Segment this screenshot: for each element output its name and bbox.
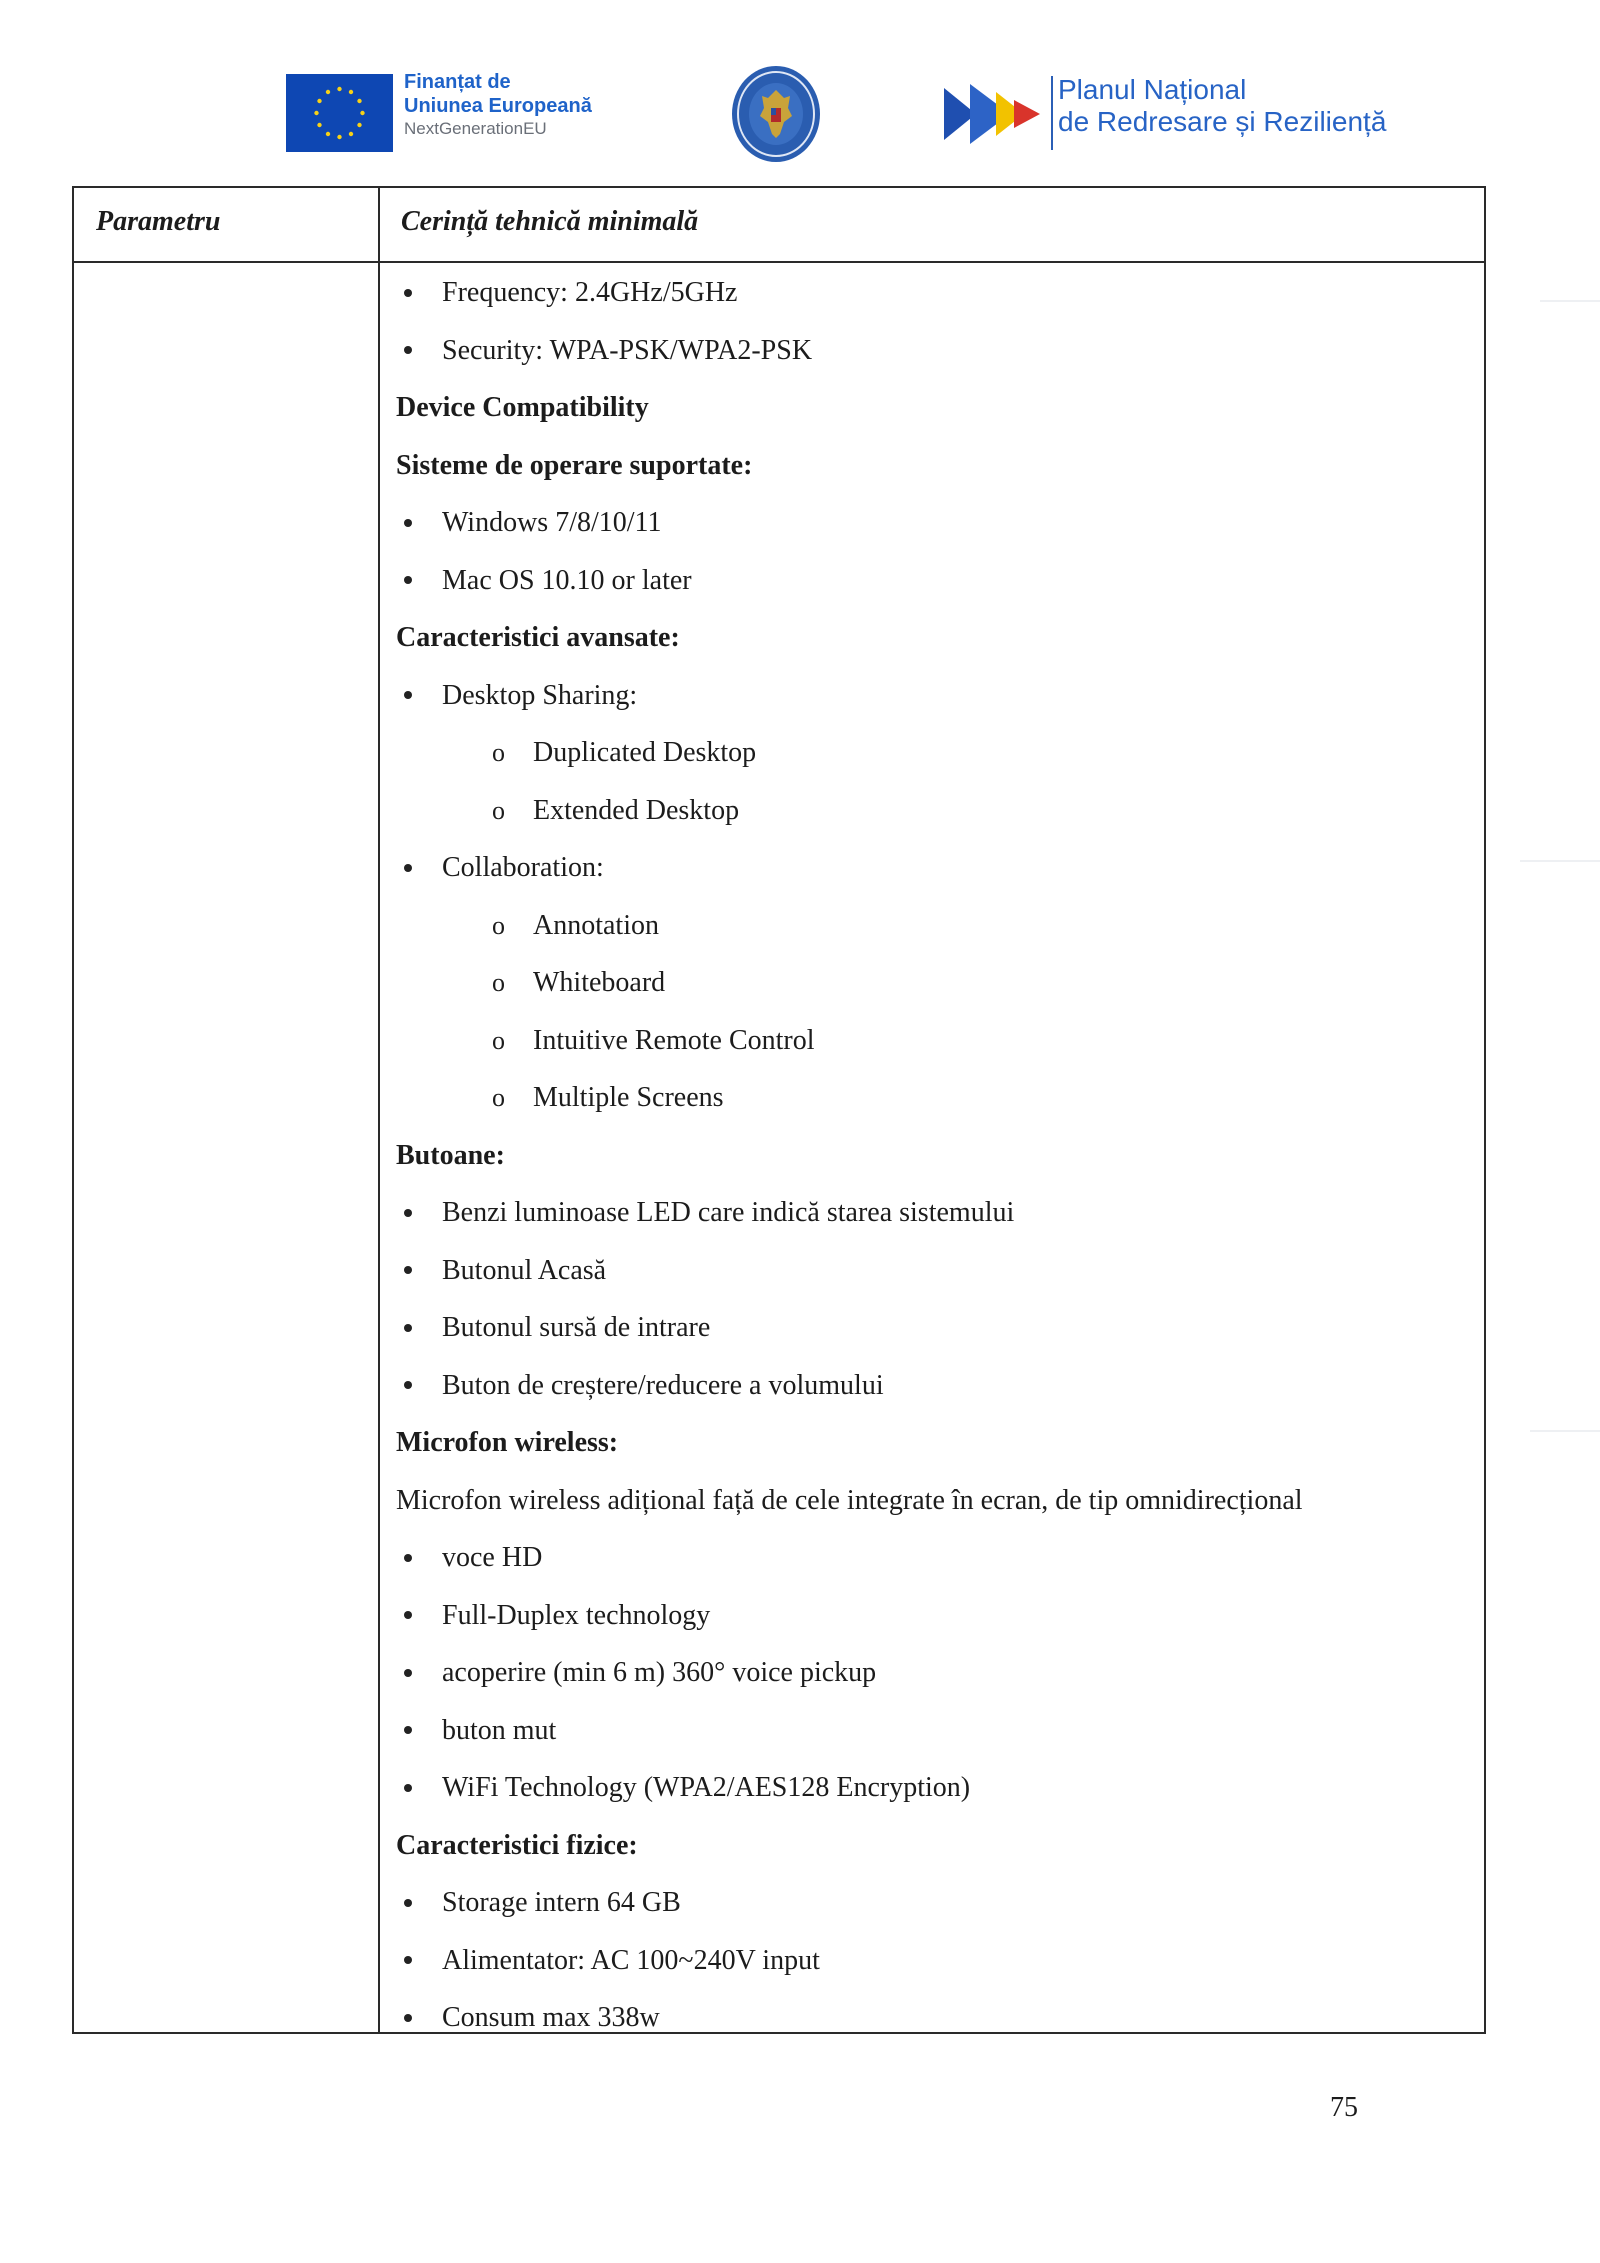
- row-text: Duplicated Desktop: [533, 737, 757, 768]
- bullet-dot-icon: [404, 519, 412, 527]
- bullet-item: [396, 667, 1476, 725]
- row-text: Multiple Screens: [533, 1082, 724, 1113]
- section-heading: [396, 609, 1476, 667]
- sub-bullet-circle-icon: o: [492, 1025, 505, 1055]
- requirement-cell: [396, 264, 1476, 2047]
- row-text: Butonul Acasă: [442, 1254, 607, 1286]
- bullet-dot-icon: [404, 2014, 412, 2022]
- eu-line-1: Finanțat de: [404, 71, 511, 93]
- sub-bullet-item: [396, 897, 1476, 955]
- row-text: Security: WPA-PSK/WPA2-PSK: [442, 334, 813, 366]
- pnrr-line-2: de Redresare și Reziliență: [1058, 106, 1387, 137]
- bullet-dot-icon: [404, 346, 412, 354]
- row-text: acoperire (min 6 m) 360° voice pickup: [442, 1657, 877, 1688]
- row-text: Device Compatibility: [396, 392, 649, 423]
- bullet-dot-icon: [404, 1726, 412, 1734]
- pnrr-logo-icon: [940, 74, 1048, 154]
- bullet-item: [396, 1184, 1476, 1242]
- row-text: Sisteme de operare suportate:: [396, 449, 753, 481]
- bullet-item: [396, 494, 1476, 552]
- row-text: Extended Desktop: [533, 794, 740, 826]
- row-text: Annotation: [533, 909, 659, 941]
- bullet-item: [396, 839, 1476, 897]
- section-heading: [396, 1127, 1476, 1185]
- bullet-item: [396, 264, 1476, 322]
- section-heading: [396, 379, 1476, 437]
- sub-bullet-circle-icon: o: [492, 738, 505, 767]
- bullet-item: [396, 1759, 1476, 1817]
- bullet-dot-icon: [404, 864, 412, 872]
- sub-bullet-item: [396, 1012, 1476, 1070]
- row-text: Benzi luminoase LED care indică starea sistemului: [442, 1197, 1015, 1228]
- column-header-cerinta: Cerință tehnică minimală: [401, 206, 699, 237]
- row-text: Microfon wireless:: [396, 1427, 619, 1458]
- row-text: Windows 7/8/10/11: [442, 507, 662, 538]
- section-heading: [396, 1817, 1476, 1875]
- eu-line-3: NextGenerationEU: [404, 119, 547, 138]
- bullet-item: [396, 1932, 1476, 1990]
- row-text: Buton de creștere/reducere a volumului: [442, 1369, 884, 1401]
- row-text: Desktop Sharing:: [442, 679, 638, 711]
- page-header: [0, 60, 1600, 170]
- row-text: Consum max 338w: [442, 2002, 660, 2033]
- sub-bullet-circle-icon: o: [492, 910, 505, 940]
- bullet-dot-icon: [404, 1784, 412, 1792]
- pnrr-label: [1058, 74, 1386, 138]
- bullet-item: [396, 1529, 1476, 1587]
- page-number: 75: [1330, 2092, 1358, 2123]
- eu-line-2: Uniunea Europeană: [404, 95, 592, 117]
- paragraph: [396, 1472, 1476, 1530]
- row-text: Microfon wireless adițional față de cele integrate în ecran, de tip omnidirecțional: [396, 1484, 1303, 1516]
- sub-bullet-item: [396, 724, 1476, 782]
- bullet-item: [396, 1644, 1476, 1702]
- row-text: Collaboration:: [442, 852, 604, 883]
- bullet-dot-icon: [404, 691, 412, 699]
- eu-funding-label: [404, 70, 592, 140]
- bullet-dot-icon: [404, 576, 412, 584]
- row-text: Storage intern 64 GB: [442, 1887, 681, 1918]
- sub-bullet-item: [396, 1069, 1476, 1127]
- row-text: Butoane:: [396, 1139, 505, 1171]
- row-text: Frequency: 2.4GHz/5GHz: [442, 277, 738, 308]
- row-text: Caracteristici avansate:: [396, 622, 680, 653]
- row-text: Whiteboard: [533, 967, 666, 998]
- bullet-item: [396, 1874, 1476, 1932]
- bullet-item: [396, 1299, 1476, 1357]
- bullet-dot-icon: [404, 1209, 412, 1217]
- bullet-dot-icon: [404, 1381, 412, 1389]
- pnrr-divider: [1051, 76, 1053, 150]
- bullet-item: [396, 1587, 1476, 1645]
- row-text: Intuitive Remote Control: [533, 1024, 815, 1056]
- row-text: buton mut: [442, 1714, 557, 1746]
- romanian-government-seal-icon: [730, 64, 822, 164]
- sub-bullet-circle-icon: o: [492, 1083, 505, 1112]
- spec-table: [72, 186, 1486, 2034]
- pnrr-line-1: Planul Național: [1058, 74, 1247, 105]
- bullet-item: [396, 1242, 1476, 1300]
- section-heading: [396, 1414, 1476, 1472]
- bullet-item: [396, 1989, 1476, 2047]
- sub-bullet-item: [396, 782, 1476, 840]
- row-text: Butonul sursă de intrare: [442, 1312, 711, 1343]
- bullet-dot-icon: [404, 1611, 412, 1619]
- row-text: WiFi Technology (WPA2/AES128 Encryption): [442, 1772, 971, 1803]
- bullet-dot-icon: [404, 1899, 412, 1907]
- row-text: Full-Duplex technology: [442, 1599, 711, 1631]
- eu-flag-icon: [286, 74, 393, 152]
- column-divider: [378, 188, 380, 2032]
- sub-bullet-item: [396, 954, 1476, 1012]
- header-divider: [74, 261, 1484, 263]
- bullet-dot-icon: [404, 1669, 412, 1677]
- bullet-item: [396, 552, 1476, 610]
- bullet-dot-icon: [404, 1554, 412, 1562]
- bullet-dot-icon: [404, 1324, 412, 1332]
- row-text: Caracteristici fizice:: [396, 1829, 638, 1861]
- sub-bullet-circle-icon: o: [492, 795, 505, 825]
- sub-bullet-circle-icon: o: [492, 968, 505, 997]
- bullet-dot-icon: [404, 1956, 412, 1964]
- section-heading: [396, 437, 1476, 495]
- bullet-item: [396, 1357, 1476, 1415]
- row-text: Alimentator: AC 100~240V input: [442, 1944, 820, 1976]
- row-text: Mac OS 10.10 or later: [442, 564, 692, 596]
- bullet-dot-icon: [404, 289, 412, 297]
- bullet-item: [396, 322, 1476, 380]
- row-text: voce HD: [442, 1542, 543, 1573]
- bullet-dot-icon: [404, 1266, 412, 1274]
- bullet-item: [396, 1702, 1476, 1760]
- column-header-parametru: Parametru: [96, 206, 221, 237]
